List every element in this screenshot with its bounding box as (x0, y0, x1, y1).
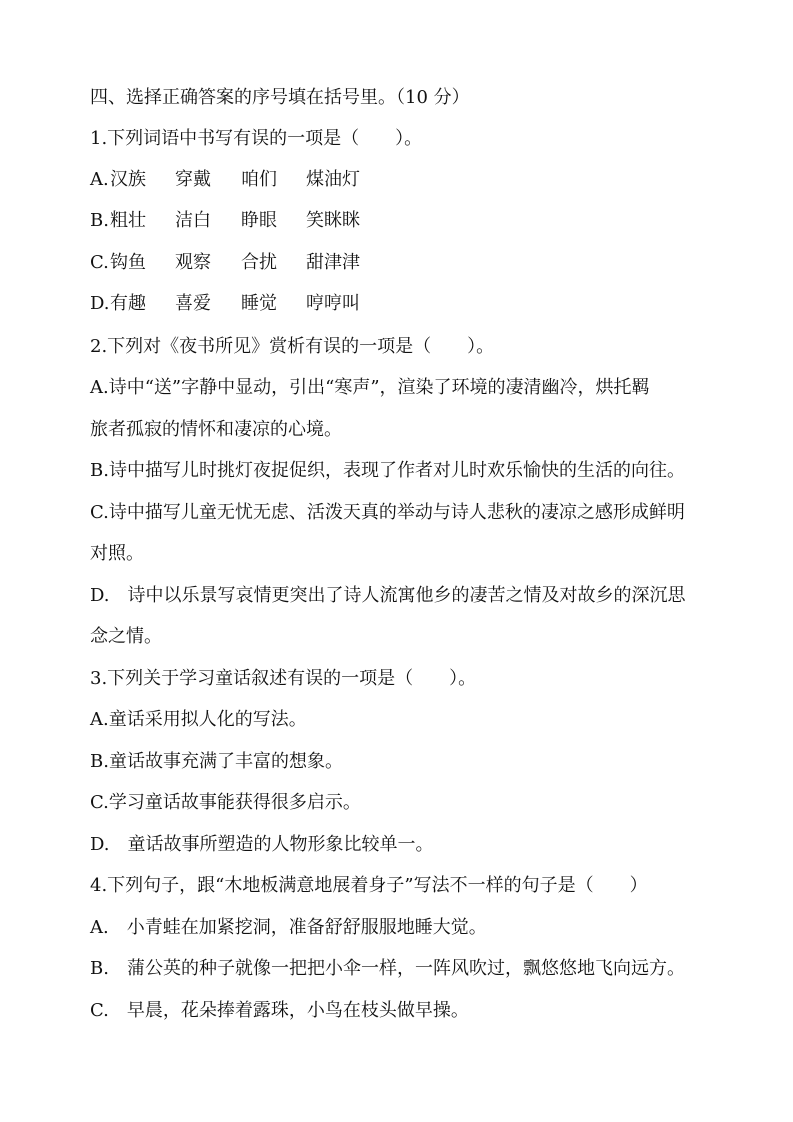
option-word: 煤油灯 (306, 169, 360, 190)
question-1-option-b (90, 209, 386, 233)
question-4-option-c: C. 早晨，花朵捧着露珠，小鸟在枝头做早操。 (90, 1000, 469, 1021)
question-2-option-b: B.诗中描写儿时挑灯夜捉促织，表现了作者对儿时欢乐愉快的生活的向往。 (90, 460, 685, 481)
option-word: 有趣 (110, 293, 146, 314)
question-3-option-a: A.童话采用拟人化的写法。 (90, 709, 307, 730)
option-word: 咱们 (241, 169, 277, 190)
question-3-stem: 3.下列关于学习童话叙述有误的一项是（ ）。 (90, 668, 477, 689)
section-title: 四、选择正确答案的序号填在括号里。（10 分） (90, 87, 470, 108)
question-4-stem: 4.下列句子，跟“木地板满意地展着身子”写法不一样的句子是（ ） (90, 875, 648, 896)
option-word: 汉族 (110, 169, 146, 190)
question-2-stem: 2.下列对《夜书所见》赏析有误的一项是（ ）。 (90, 336, 495, 357)
question-1-stem: 1.下列词语中书写有误的一项是（ ）。 (90, 128, 423, 149)
question-1-option-d (90, 292, 386, 316)
option-word: 睡觉 (241, 293, 277, 314)
option-word: 喜爱 (175, 293, 211, 314)
option-label: C. (90, 252, 109, 273)
option-word: 洁白 (175, 210, 211, 231)
question-1-option-c (90, 251, 386, 275)
option-word: 观察 (175, 252, 211, 273)
option-word: 粗壮 (110, 210, 146, 231)
question-2-option-d-line2: 念之情。 (90, 626, 162, 647)
question-3-option-d: D. 童话故事所塑造的人物形象比较单一。 (90, 834, 434, 855)
question-2-option-c-line2: 对照。 (90, 543, 144, 564)
question-2-option-c-line1: C.诗中描写儿童无忧无虑、活泼天真的举动与诗人悲秋的凄凉之感形成鲜明 (90, 502, 685, 523)
option-label: A. (90, 169, 109, 190)
question-2-option-a-line2: 旅者孤寂的情怀和凄凉的心境。 (90, 419, 342, 440)
option-word: 甜津津 (306, 252, 360, 273)
option-label: D. (90, 293, 110, 314)
question-4-option-a: A. 小青蛙在加紧挖洞，准备舒舒服服地睡大觉。 (90, 917, 487, 938)
question-2-option-d-line1: D. 诗中以乐景写哀情更突出了诗人流寓他乡的凄苦之情及对故乡的深沉思 (90, 585, 686, 606)
question-2-option-a-line1: A.诗中“送”字静中显动，引出“寒声”，渲染了环境的凄清幽冷，烘托羁 (90, 377, 650, 398)
option-word: 合扰 (241, 252, 277, 273)
question-4-option-b: B. 蒲公英的种子就像一把把小伞一样，一阵风吹过，飘悠悠地飞向远方。 (90, 958, 685, 979)
option-label: B. (90, 210, 109, 231)
option-word: 穿戴 (175, 169, 211, 190)
option-word: 钩鱼 (110, 252, 146, 273)
question-3-option-b: B.童话故事充满了丰富的想象。 (90, 751, 343, 772)
option-word: 哼哼叫 (306, 293, 360, 314)
question-1-option-a (90, 168, 386, 192)
option-word: 笑眯眯 (306, 210, 360, 231)
question-3-option-c: C.学习童话故事能获得很多启示。 (90, 792, 361, 813)
option-word: 睁眼 (241, 210, 277, 231)
